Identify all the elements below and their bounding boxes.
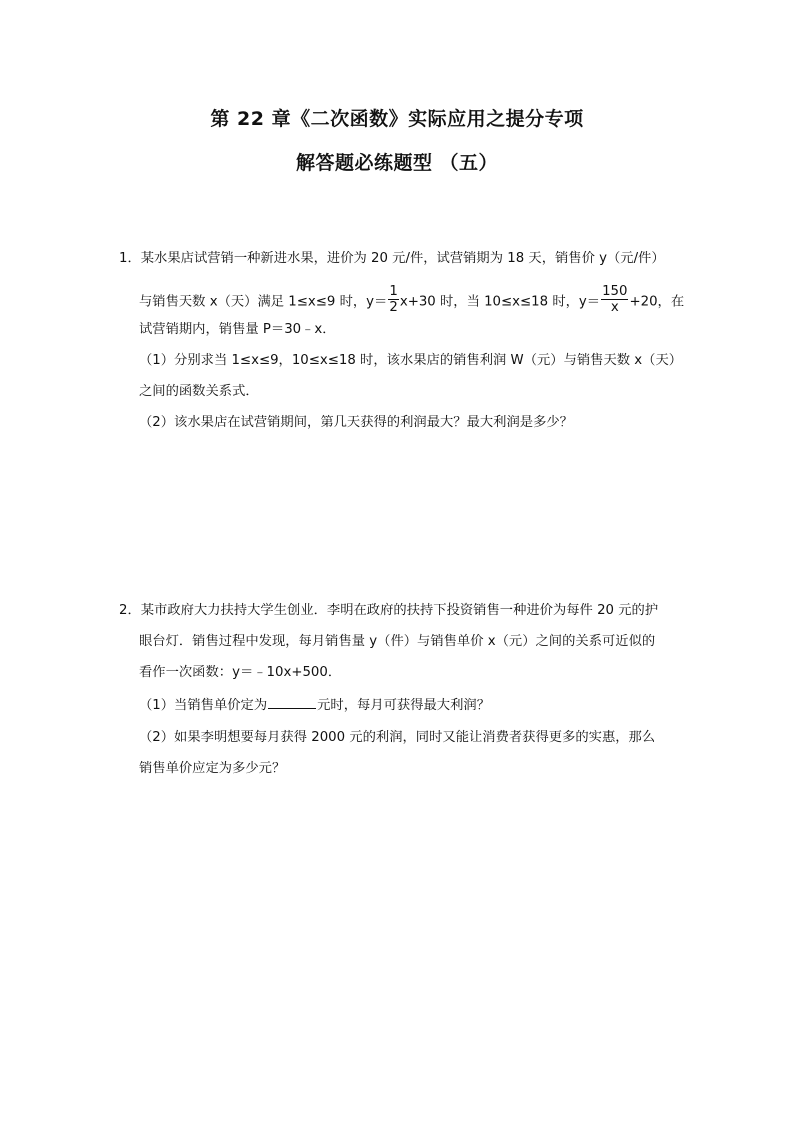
q2-part-2-line-1: （2）如果李明想要每月获得 2000 元的利润，同时又能让消费者获得更多的实惠，那么	[139, 730, 656, 745]
q2-part-1	[139, 694, 490, 716]
q2-stem-line-2: 眼台灯．销售过程中发现，每月销售量 y（件）与销售单价 x（元）之间的关系可近似的	[139, 634, 656, 649]
q1-stem-line-2-part-c: +20，在	[629, 294, 685, 310]
q1-stem-line-2	[139, 286, 684, 317]
fraction-150-over-x	[601, 284, 628, 315]
q1-stem-line-2-part-a: 与销售天数 x（天）满足 1≤x≤9 时，y＝	[139, 294, 388, 310]
q1-stem-line-3: 试营销期内，销售量 P＝30﹣x．	[139, 322, 336, 337]
q1-stem-line-1: 1．某水果店试营销一种新进水果，进价为 20 元/件，试营销期为 18 天，销售价 y（元/件）	[119, 251, 665, 266]
q2-part-2-line-2: 销售单价应定为多少元？	[139, 761, 286, 776]
q1-part-2: （2）该水果店在试营销期间，第几天获得的利润最大？最大利润是多少？	[139, 415, 573, 430]
document-title: 第 22 章《二次函数》实际应用之提分专项	[210, 108, 584, 130]
fraction-numerator: 150	[602, 284, 628, 299]
q1-part-1-line-1: （1）分别求当 1≤x≤9，10≤x≤18 时，该水果店的销售利润 W（元）与销售天数 x（天）	[139, 353, 683, 368]
q1-part-1-line-2: 之间的函数关系式．	[139, 384, 259, 399]
q1-stem-line-2-part-b: x+30 时，当 10≤x≤18 时，y＝	[399, 294, 601, 310]
q2-part-1-text-b: 元时，每月可获得最大利润？	[317, 698, 490, 713]
fraction-denominator: 2	[389, 300, 398, 315]
fraction-numerator: 1	[389, 284, 398, 299]
fraction-one-half	[388, 284, 398, 315]
answer-blank[interactable]	[268, 694, 316, 709]
q2-stem-line-1: 2．某市政府大力扶持大学生创业．李明在政府的扶持下投资销售一种进价为每件 20 元的护	[119, 603, 659, 618]
document-subtitle: 解答题必练题型 （五）	[295, 152, 499, 174]
fraction-denominator: x	[601, 299, 628, 315]
q2-stem-line-3: 看作一次函数：y＝﹣10x+500．	[139, 665, 342, 680]
q2-part-1-text-a: （1）当销售单价定为	[139, 698, 268, 713]
